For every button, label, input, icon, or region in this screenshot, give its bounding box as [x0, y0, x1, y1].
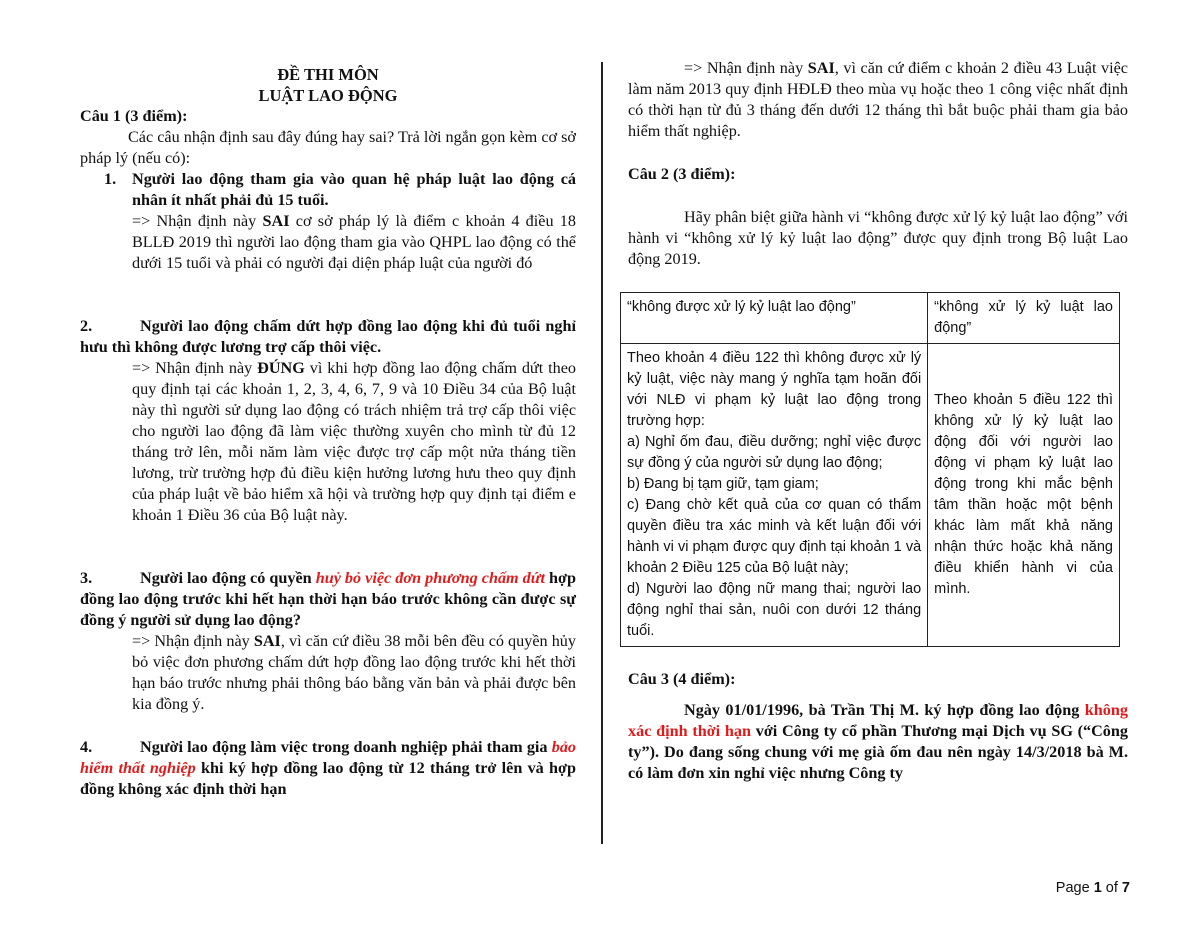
- exam-title-line2: LUẬT LAO ĐỘNG: [258, 86, 398, 105]
- q1-answer: [132, 211, 576, 274]
- q3-question-part2: hợp đồng lao động trước khi hết hạn thời hạn báo trước không cần được sự đồng ý người sử dụng lao động?: [80, 569, 577, 629]
- q3-answer-prefix: => Nhận định này: [132, 632, 254, 650]
- table-header-col2: “không xử lý kỷ luật lao động”: [928, 293, 1120, 344]
- q1-answer-text: cơ sở pháp lý là điểm c khoản 4 điều 18 BLLĐ 2019 thì người lao động tham gia vào QHPL lao động có thể dưới 15 tuổi và phải có người đại diện pháp luật của người đó: [132, 212, 576, 272]
- q4-highlight: bảo hiểm thất nghiệp: [80, 738, 576, 777]
- q4-question-part2: khi ký hợp đồng lao động từ 12 tháng trở lên và hợp đồng không xác định thời hạn: [80, 759, 576, 798]
- q4-question: [80, 737, 576, 800]
- col1-line: a) Nghỉ ốm đau, điều dưỡng; nghỉ việc được sự đồng ý của người sử dụng lao động;: [627, 434, 922, 471]
- q4-answer-prefix: => Nhận định này: [684, 59, 808, 77]
- right-column: [628, 58, 1128, 784]
- cau1-intro: Các câu nhận định sau đây đúng hay sai? Trả lời ngắn gọn kèm cơ sở pháp lý (nếu có):: [80, 128, 576, 167]
- q2-verdict: ĐÚNG: [257, 359, 305, 377]
- q1-verdict: SAI: [262, 212, 290, 230]
- page-footer: [1056, 880, 1130, 896]
- q1-answer-prefix: => Nhận định này: [132, 212, 263, 230]
- q2-question: [80, 316, 576, 358]
- q1-number: 1.: [104, 170, 117, 188]
- table-header-row: [621, 293, 1120, 344]
- table-body-col2: Theo khoản 5 điều 122 thì không xử lý kỷ luật lao động đối với người lao động vi phạm kỷ luật lao động trong khi mắc bệnh tâm thần hoặc một bệnh khác làm mất khả năng nhận thức hoặc khả năng điều khiển hành vi của mình.: [928, 344, 1120, 647]
- cau3-paragraph: [628, 700, 1128, 784]
- exam-title-line1: ĐỀ THI MÔN: [277, 65, 379, 84]
- page-label: Page: [1055, 880, 1094, 896]
- q3-number: 3.: [80, 569, 93, 587]
- col1-line: Theo khoản 4 điều 122 thì không được xử lý kỷ luật, việc này mang ý nghĩa tạm hoãn đối với NLĐ vi phạm kỷ luật lao động trong trường hợp:: [627, 350, 922, 429]
- table-header-col1: “không được xử lý kỷ luật lao động”: [621, 293, 928, 344]
- cau3-heading: Câu 3 (4 điểm):: [628, 670, 736, 688]
- col1-line: c) Đang chờ kết quả của cơ quan có thẩm quyền điều tra xác minh và kết luận đối với hành vi vi phạm được quy định tại khoản 1 và khoản 2 Điều 125 của Bộ luật này;: [627, 497, 922, 576]
- cau3-part2: với Công ty cổ phần Thương mại Dịch vụ SG (“Công ty”). Do đang sống chung với mẹ già ốm đau nên ngày 14/3/2018 bà M. có làm đơn xin nghỉ việc nhưng Công ty: [628, 722, 1128, 782]
- cau1-heading: Câu 1 (3 điểm):: [80, 107, 188, 125]
- q1-block: [104, 169, 576, 274]
- col1-line: d) Người lao động nữ mang thai; người lao động nghỉ thai sản, nuôi con dưới 12 tháng tuổi.: [627, 581, 922, 639]
- q3-answer-text: , vì căn cứ điều 38 mỗi bên đều có quyền hủy bỏ việc đơn phương chấm dứt hợp đồng lao động trước khi hết thời hạn báo trước nhưng phải thông báo bằng văn bản và phải được bên kia đồng ý.: [132, 632, 576, 713]
- q2-answer: [132, 358, 576, 526]
- left-column: [80, 58, 576, 800]
- table-body-row: [621, 344, 1120, 647]
- q4-question-part1: Người lao động làm việc trong doanh nghiệp phải tham gia: [140, 738, 552, 756]
- q4-answer-text: , vì căn cứ điểm c khoản 2 điều 43 Luật việc làm năm 2013 quy định HĐLĐ theo mùa vụ hoặc theo 1 công việc nhất định có thời hạn từ đủ 3 tháng đến dưới 12 tháng thì bắt buộc phải tham gia bảo hiểm thất nghiệp.: [628, 59, 1128, 140]
- cau3-part1: Ngày 01/01/1996, bà Trần Thị M. ký hợp đồng lao động: [684, 701, 1085, 719]
- q4-verdict: SAI: [807, 59, 835, 77]
- cau2-heading: Câu 2 (3 điểm):: [628, 165, 736, 183]
- q1-question-text: Người lao động tham gia vào quan hệ pháp luật lao động cá nhân ít nhất phải đủ 15 tuổi.: [132, 170, 576, 209]
- q3-verdict: SAI: [253, 632, 281, 650]
- cau3-highlight: không xác định thời hạn: [628, 701, 1128, 740]
- q2-answer-prefix: => Nhận định này: [132, 359, 258, 377]
- cau2-intro: Hãy phân biệt giữa hành vi “không được xử lý kỷ luật lao động” với hành vi “không xử lý kỷ luật lao động” được quy định trong Bộ luật Lao động 2019.: [628, 208, 1128, 268]
- table-body-col1: [621, 344, 928, 647]
- comparison-table: [620, 292, 1120, 647]
- q3-question-part1: Người lao động có quyền: [140, 569, 316, 587]
- column-divider: [601, 62, 603, 844]
- q4-number: 4.: [80, 738, 93, 756]
- q4-answer: [628, 58, 1128, 142]
- page-total: 7: [1121, 880, 1130, 896]
- q2-question-text: Người lao động chấm dứt hợp đồng lao động khi đủ tuổi nghỉ hưu thì không được lương trợ cấp thôi việc.: [80, 317, 576, 356]
- q3-answer: [132, 631, 576, 715]
- page-number: 1: [1093, 880, 1102, 896]
- q2-answer-text: vì khi hợp đồng lao động chấm dứt theo quy định tại các khoản 1, 2, 3, 4, 6, 7, 9 và 10 Điều 34 của Bộ luật này thì người sử dụng lao động có trách nhiệm trả trợ cấp thôi việc cho người lao động đã làm việc thường xuyên cho mình từ đủ 12 tháng trở lên, mỗi năm làm việc được trợ cấp một nửa tháng tiền lương, trừ trường hợp đủ điều kiện hưởng lương hưu theo quy định của pháp luật về bảo hiểm xã hội và trường hợp quy định tại điểm e khoản 1 Điều 36 của Bộ luật này.: [132, 359, 576, 524]
- col1-line: b) Đang bị tạm giữ, tạm giam;: [627, 476, 819, 492]
- of-label: of: [1101, 880, 1122, 896]
- q2-number: 2.: [80, 317, 93, 335]
- q1-question: [104, 169, 576, 211]
- q3-question: [80, 568, 576, 631]
- q3-highlight: huỷ bỏ việc đơn phương chấm dứt: [315, 569, 545, 587]
